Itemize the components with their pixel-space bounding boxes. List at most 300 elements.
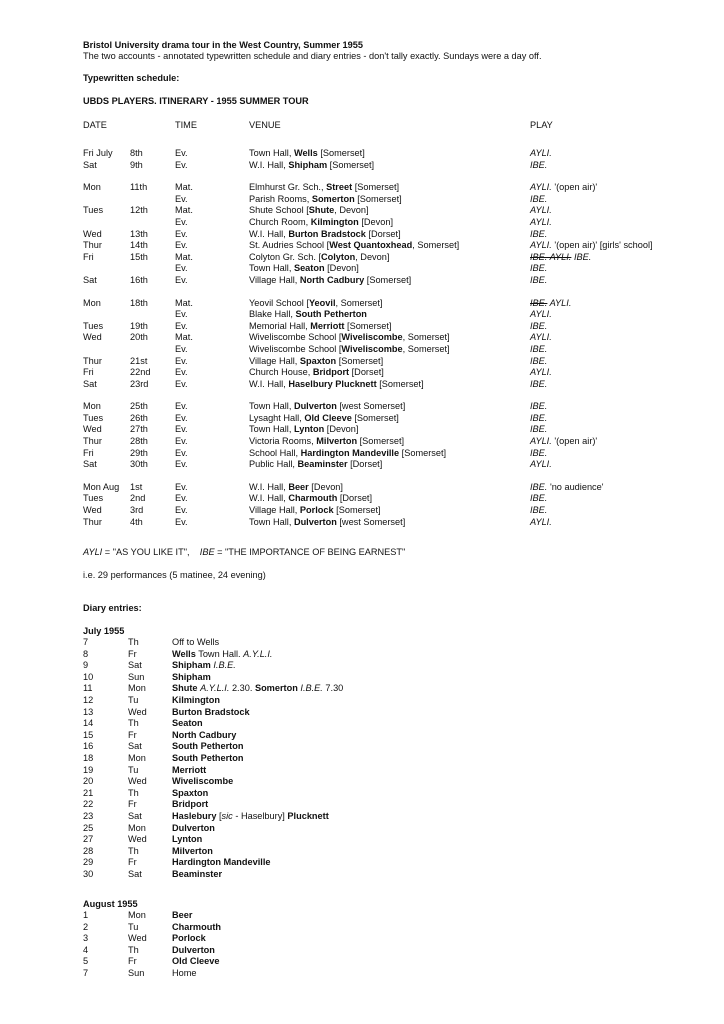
diary-date: 9 <box>83 660 89 671</box>
venue-town: Dulverton <box>293 516 337 527</box>
schedule-play <box>530 148 552 160</box>
schedule-day: Mon <box>83 401 101 412</box>
diary-text <box>172 945 215 957</box>
schedule-venue <box>249 240 459 252</box>
schedule-day: Tues <box>83 493 104 504</box>
schedule-venue <box>249 275 411 287</box>
diary-place: Bridport <box>172 799 209 810</box>
schedule-date: 2nd <box>130 493 146 504</box>
venue-county: [Somerset] <box>352 182 400 193</box>
diary-date: 21 <box>83 787 94 798</box>
schedule-venue <box>249 436 404 448</box>
diary-weekday: Sat <box>128 741 142 752</box>
schedule-date: 28th <box>130 436 148 447</box>
diary-weekday: Mon <box>128 822 146 833</box>
venue-town: Wells <box>293 148 318 158</box>
play-note: 'no audience' <box>549 481 604 492</box>
schedule-play <box>530 505 547 517</box>
schedule-venue <box>249 205 369 217</box>
schedule-venue <box>249 401 405 413</box>
diary-plain: Town Hall. <box>195 648 244 659</box>
play-note: '(open air)' [girls' school] <box>554 240 653 251</box>
schedule-date: 26th <box>130 412 148 423</box>
schedule-time: Ev. <box>175 378 188 389</box>
diary-place: Plucknett <box>287 810 329 821</box>
schedule-day: Tues <box>83 412 104 423</box>
play-value: AYLI. <box>530 367 552 378</box>
ibe-full: = "THE IMPORTANCE OF BEING EARNEST" <box>214 547 406 557</box>
schedule-play <box>530 356 547 368</box>
diary-date: 23 <box>83 810 94 821</box>
diary-plain: Off to Wells <box>172 637 220 647</box>
diary-weekday: Fr <box>128 857 137 868</box>
schedule-date: 20th <box>130 332 148 343</box>
schedule-row <box>83 482 703 494</box>
diary-place: South Petherton <box>172 741 244 752</box>
itinerary-title: UBDS PLAYERS. ITINERARY - 1955 SUMMER TOUR <box>83 96 309 106</box>
schedule-venue <box>249 160 374 172</box>
venue-text: Wiveliscombe School [ <box>249 332 342 343</box>
schedule-play <box>530 344 547 356</box>
schedule-day: Sat <box>83 159 97 170</box>
diary-weekday: Mon <box>128 752 146 763</box>
venue-town: Spaxton <box>299 355 337 366</box>
diary-entry <box>83 933 483 945</box>
schedule-venue <box>249 344 450 356</box>
venue-town: Hardington Mandeville <box>300 447 400 458</box>
diary-place: Lynton <box>172 834 203 845</box>
diary-plain: [ <box>216 810 222 821</box>
diary-weekday: Th <box>128 845 139 856</box>
diary-entry <box>83 637 483 649</box>
play-value: IBE. <box>530 481 548 492</box>
schedule-row <box>83 205 703 217</box>
diary-entry <box>83 695 483 707</box>
diary-date: 11 <box>83 683 93 694</box>
ayli-abbr: AYLI <box>83 547 103 557</box>
diary-entry <box>83 788 483 800</box>
schedule-row <box>83 182 703 194</box>
diary-place: Beaminster <box>172 868 223 879</box>
diary-weekday: Tu <box>128 764 139 775</box>
diary-entry <box>83 741 483 753</box>
play-value: IBE. <box>530 274 548 285</box>
play-value: IBE. <box>530 447 548 458</box>
venue-county: , Somerset] <box>402 343 450 354</box>
diary-august-heading: August 1955 <box>83 899 138 909</box>
schedule-play <box>530 263 547 275</box>
venue-county: [Dorset] <box>349 367 384 378</box>
play-value: IBE. <box>530 193 548 204</box>
schedule-row <box>83 413 703 425</box>
diary-weekday: Sat <box>128 660 142 671</box>
schedule-row <box>83 148 703 160</box>
diary-heading: Diary entries: <box>83 603 142 613</box>
diary-text <box>172 730 236 742</box>
schedule-venue <box>249 217 393 229</box>
venue-town: Haselbury Plucknett <box>288 378 377 389</box>
schedule-row <box>83 263 703 275</box>
schedule-time: Ev. <box>175 159 188 170</box>
schedule-row <box>83 275 703 287</box>
diary-entry <box>83 968 483 980</box>
venue-county: [Somerset] <box>344 320 392 331</box>
diary-entry <box>83 672 483 684</box>
venue-county: , Somerset] <box>335 297 383 308</box>
venue-county: [Somerset] <box>327 159 375 170</box>
schedule-venue <box>249 148 365 160</box>
col-play-header: PLAY <box>530 120 553 130</box>
diary-date: 29 <box>83 857 94 868</box>
play-value: AYLI. <box>530 240 552 251</box>
diary-weekday: Th <box>128 787 139 798</box>
schedule-play <box>530 482 604 494</box>
schedule-play <box>530 517 552 529</box>
performance-summary: i.e. 29 performances (5 matinee, 24 evening) <box>83 570 266 580</box>
venue-county: , Somerset] <box>412 240 460 251</box>
venue-county: [Somerset] <box>364 274 412 285</box>
schedule-play <box>530 413 547 425</box>
diary-entry <box>83 869 483 881</box>
venue-county: [Somerset] <box>399 447 447 458</box>
venue-town: Dulverton <box>293 401 337 412</box>
schedule-date: 19th <box>130 320 148 331</box>
venue-town: Merriott <box>310 320 345 331</box>
schedule-venue <box>249 309 367 321</box>
schedule-time: Ev. <box>175 320 188 331</box>
schedule-day: Sat <box>83 378 97 389</box>
diary-text <box>172 707 250 719</box>
schedule-venue <box>249 367 384 379</box>
schedule-time: Mat. <box>175 297 193 308</box>
diary-place: Kilmington <box>172 694 220 705</box>
schedule-row <box>83 379 703 391</box>
schedule-venue <box>249 229 401 241</box>
diary-place: Beer <box>172 910 193 920</box>
venue-county: , Devon] <box>355 251 390 262</box>
venue-county: [Devon] <box>324 424 359 435</box>
play-value: AYLI. <box>530 205 552 216</box>
diary-entry <box>83 730 483 742</box>
venue-town: Shipham <box>288 159 328 170</box>
col-venue-header: VENUE <box>249 120 281 130</box>
diary-entry <box>83 956 483 968</box>
diary-place: Porlock <box>172 933 206 944</box>
venue-town: Old Cleeve <box>304 412 352 423</box>
venue-town: Milverton <box>316 436 358 447</box>
schedule-row <box>83 505 703 517</box>
diary-august-list <box>83 910 483 980</box>
schedule-date: 27th <box>130 424 148 435</box>
schedule-time: Mat. <box>175 205 193 216</box>
schedule-date: 21st <box>130 355 148 366</box>
diary-date: 8 <box>83 648 89 659</box>
schedule-venue <box>249 182 399 194</box>
venue-text: W.I. Hall, <box>249 481 289 492</box>
schedule-day: Fri July <box>83 148 113 158</box>
play-value: IBE. <box>530 505 548 516</box>
schedule-play <box>530 252 591 264</box>
diary-weekday: Tu <box>128 694 139 705</box>
venue-text: Town Hall, <box>249 263 294 274</box>
diary-entry <box>83 834 483 846</box>
diary-note: I.B.E. <box>300 683 323 694</box>
schedule-play <box>530 194 547 206</box>
venue-text: Colyton Gr. Sch. [ <box>249 251 321 262</box>
diary-date: 4 <box>83 944 89 955</box>
play-value: AYLI. <box>530 309 552 320</box>
play-value: AYLI. <box>530 182 552 193</box>
venue-town: Shute <box>308 205 335 216</box>
diary-weekday: Sun <box>128 671 145 682</box>
venue-text: Village Hall, <box>249 505 300 516</box>
schedule-time: Ev. <box>175 459 188 470</box>
schedule-play <box>530 367 552 379</box>
schedule-time: Ev. <box>175 240 188 251</box>
schedule-time: Ev. <box>175 263 188 274</box>
diary-text <box>172 788 208 800</box>
venue-county: [Somerset] <box>333 505 381 516</box>
venue-text: Church House, <box>249 367 313 378</box>
venue-text: Town Hall, <box>249 424 294 435</box>
schedule-date: 16th <box>130 274 148 285</box>
venue-text: W.I. Hall, <box>249 159 289 170</box>
venue-county: [Devon] <box>308 481 343 492</box>
venue-text: Victoria Rooms, <box>249 436 317 447</box>
diary-date: 18 <box>83 752 94 763</box>
diary-date: 12 <box>83 694 94 705</box>
schedule-play <box>530 493 547 505</box>
schedule-row <box>83 493 703 505</box>
diary-entry <box>83 922 483 934</box>
diary-date: 13 <box>83 706 94 717</box>
play-value: IBE. <box>530 263 548 274</box>
schedule-date: 9th <box>130 159 143 170</box>
diary-entry <box>83 683 483 695</box>
schedule-day: Wed <box>83 505 102 516</box>
venue-town: South Petherton <box>295 309 367 320</box>
schedule-row <box>83 252 703 264</box>
diary-weekday: Fr <box>128 956 137 967</box>
schedule-play <box>530 205 552 217</box>
schedule-play <box>530 436 597 448</box>
document-title: Bristol University drama tour in the West Country, Summer 1955 <box>83 40 363 50</box>
diary-weekday: Th <box>128 718 139 729</box>
venue-text: St. Audries School [ <box>249 240 330 251</box>
venue-text: Yeovil School [ <box>249 297 309 308</box>
diary-weekday: Tu <box>128 921 139 932</box>
schedule-row <box>83 424 703 436</box>
diary-text <box>172 660 236 672</box>
schedule-time: Ev. <box>175 274 188 285</box>
diary-text <box>172 765 206 777</box>
schedule-date: 3rd <box>130 505 144 516</box>
diary-entry <box>83 811 483 823</box>
diary-note: I.B.E. <box>213 660 236 671</box>
schedule-date: 29th <box>130 447 148 458</box>
diary-text <box>172 649 272 661</box>
schedule-time: Ev. <box>175 412 188 423</box>
diary-text <box>172 857 271 869</box>
venue-county: [Dorset] <box>365 228 401 239</box>
schedule-date: 8th <box>130 148 143 158</box>
diary-entry <box>83 945 483 957</box>
diary-weekday: Mon <box>128 683 146 694</box>
schedule-venue <box>249 482 343 494</box>
schedule-day: Wed <box>83 228 102 239</box>
schedule-row <box>83 448 703 460</box>
play-value: AYLI. <box>530 516 552 527</box>
schedule-play <box>530 217 552 229</box>
schedule-date: 1st <box>130 481 143 492</box>
venue-text: Lysaght Hall, <box>249 412 305 423</box>
diary-place: Shipham <box>172 671 211 682</box>
venue-town: Kilmington <box>310 216 359 227</box>
schedule-date: 25th <box>130 401 148 412</box>
diary-place: Somerton <box>254 683 298 694</box>
schedule-row <box>83 344 703 356</box>
schedule-play <box>530 424 547 436</box>
schedule-row <box>83 217 703 229</box>
diary-place: Milverton <box>172 845 213 856</box>
schedule-row <box>83 517 703 529</box>
schedule-play <box>530 332 552 344</box>
schedule-time: Ev. <box>175 447 188 458</box>
diary-place: Haslebury <box>172 810 217 821</box>
venue-text: Public Hall, <box>249 459 298 470</box>
diary-text <box>172 922 221 934</box>
diary-date: 16 <box>83 741 94 752</box>
venue-town: Colyton <box>321 251 356 262</box>
diary-text <box>172 910 192 922</box>
venue-town: North Cadbury <box>299 274 365 285</box>
schedule-day: Wed <box>83 332 102 343</box>
schedule-row <box>83 436 703 448</box>
diary-weekday: Wed <box>128 834 147 845</box>
diary-text <box>172 933 206 945</box>
diary-note: A.Y.L.I. <box>243 648 273 659</box>
venue-text: W.I. Hall, <box>249 378 289 389</box>
diary-place: North Cadbury <box>172 729 237 740</box>
venue-town: Somerton <box>311 193 355 204</box>
diary-place: Shute <box>172 683 198 694</box>
diary-date: 15 <box>83 729 94 740</box>
schedule-time: Ev. <box>175 355 188 366</box>
venue-town: Charmouth <box>288 493 338 504</box>
schedule-time: Ev. <box>175 148 188 158</box>
schedule-row <box>83 321 703 333</box>
schedule-play <box>530 401 547 413</box>
venue-text: School Hall, <box>249 447 301 458</box>
venue-text: Village Hall, <box>249 355 300 366</box>
schedule-row <box>83 194 703 206</box>
venue-county: [west Somerset] <box>336 401 406 412</box>
schedule-venue <box>249 413 399 425</box>
diary-weekday: Sat <box>128 810 142 821</box>
schedule-row <box>83 298 703 310</box>
diary-date: 1 <box>83 910 89 920</box>
diary-text <box>172 683 343 695</box>
diary-note: A.Y.L.I. <box>200 683 230 694</box>
ibe-abbr: IBE <box>199 547 215 557</box>
schedule-day: Fri <box>83 251 94 262</box>
venue-text: Church Room, <box>249 216 311 227</box>
diary-text <box>172 811 329 823</box>
play-value: IBE. <box>530 320 548 331</box>
play-value: IBE. <box>530 493 548 504</box>
schedule-time: Mat. <box>175 182 193 193</box>
venue-text: Elmhurst Gr. Sch., <box>249 182 327 193</box>
play-value: IBE. <box>530 412 548 423</box>
venue-text: Blake Hall, <box>249 309 296 320</box>
schedule-date: 23rd <box>130 378 149 389</box>
diary-text <box>172 846 213 858</box>
schedule-day: Wed <box>83 424 102 435</box>
schedule-day: Tues <box>83 205 104 216</box>
diary-date: 20 <box>83 776 94 787</box>
diary-date: 27 <box>83 834 94 845</box>
play-legend <box>83 547 405 558</box>
schedule-venue <box>249 517 405 529</box>
diary-date: 30 <box>83 868 94 879</box>
venue-town: Bridport <box>312 367 350 378</box>
schedule-play <box>530 275 547 287</box>
diary-text <box>172 637 219 649</box>
schedule-day: Tues <box>83 320 104 331</box>
venue-town: Wiveliscombe <box>341 332 403 343</box>
venue-town: Seaton <box>293 263 325 274</box>
venue-county: [Somerset] <box>376 378 424 389</box>
schedule-row <box>83 401 703 413</box>
diary-text <box>172 672 211 684</box>
venue-county: [west Somerset] <box>336 516 406 527</box>
venue-town: Beaminster <box>297 459 348 470</box>
venue-town: Beer <box>288 481 309 492</box>
schedule-day: Thur <box>83 516 102 527</box>
schedule-venue <box>249 505 381 517</box>
schedule-time: Ev. <box>175 343 188 354</box>
diary-plain: 7.30 <box>322 683 344 694</box>
diary-date: 22 <box>83 799 94 810</box>
schedule-date: 30th <box>130 459 148 470</box>
diary-text <box>172 741 243 753</box>
diary-place: Old Cleeve <box>172 956 220 967</box>
diary-weekday: Th <box>128 637 139 647</box>
venue-county: [Somerset] <box>354 193 402 204</box>
diary-date: 19 <box>83 764 94 775</box>
diary-entry <box>83 776 483 788</box>
diary-entry <box>83 649 483 661</box>
schedule-row <box>83 367 703 379</box>
schedule-play <box>530 309 552 321</box>
schedule-day: Mon Aug <box>83 481 120 492</box>
play-value: AYLI. <box>530 436 552 447</box>
schedule-row <box>83 309 703 321</box>
venue-text: Shute School [ <box>249 205 309 216</box>
venue-county: [Dorset] <box>347 459 383 470</box>
diary-date: 28 <box>83 845 94 856</box>
diary-entry <box>83 799 483 811</box>
diary-date: 5 <box>83 956 89 967</box>
schedule-row <box>83 332 703 344</box>
play-value: AYLI. <box>530 332 552 343</box>
col-time-header: TIME <box>175 120 197 130</box>
play-value: IBE. <box>573 251 592 262</box>
venue-town: Street <box>326 182 353 193</box>
venue-text: W.I. Hall, <box>249 493 289 504</box>
schedule-row <box>83 356 703 368</box>
venue-town: Burton Bradstock <box>288 228 366 239</box>
